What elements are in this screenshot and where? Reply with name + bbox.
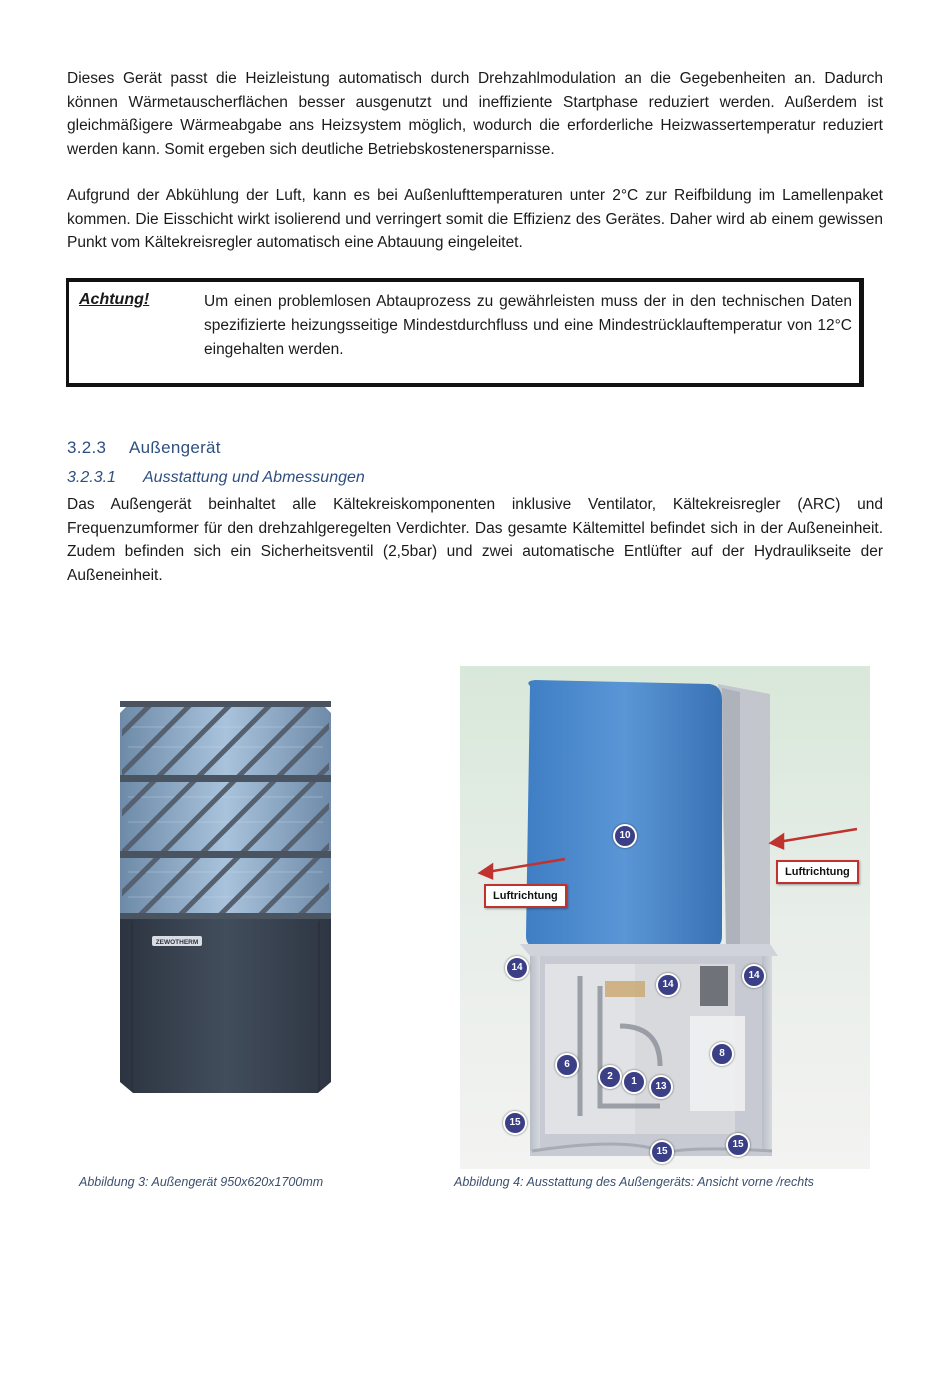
component-badge: 14 xyxy=(742,964,766,988)
warning-text: Um einen problemlosen Abtauprozess zu gewährleisten muss der in den technischen Daten spezifizierte heizungsseitige Mindestdurchfluss und eine Mindestrücklauftemperatur von 12°C eingehalten werden. xyxy=(204,293,852,358)
component-badge: 2 xyxy=(598,1065,622,1089)
intro-paragraph: Dieses Gerät passt die Heizleistung automatisch durch Drehzahlmodulation an die Gegebenheiten an. Dadurch können Wärmetauscherflächen besser ausgenutzt und ineffiziente Startphase reduziert werden. Außerdem ist gleichmäßigere Wärmeabgabe ans Heizsystem möglich, wodurch die erforderliche Heizwassertemperatur reduziert werden kann. Somit ergeben sich deutliche Betriebskostenersparnisse. xyxy=(67,70,883,158)
component-badge: 15 xyxy=(726,1133,750,1157)
component-badge: 8 xyxy=(710,1042,734,1066)
subsection-heading xyxy=(67,469,365,487)
component-badge: 1 xyxy=(622,1070,646,1094)
defrost-paragraph: Aufgrund der Abkühlung der Luft, kann es bei Außenlufttemperaturen unter 2°C zur Reifbildung im Lamellenpaket kommen. Die Eisschicht wirkt isolierend und verringert somit die Effizienz des Gerätes. Daher wird ab einem gewissen Punkt vom Kältekreisregler automatisch eine Abtauung eingeleitet. xyxy=(67,187,883,251)
component-badge: 6 xyxy=(555,1053,579,1077)
equipment-diagram-image xyxy=(460,666,870,1169)
section-title: Außengerät xyxy=(129,438,221,457)
subsection-title: Ausstattung und Abmessungen xyxy=(143,469,365,486)
figure-3-caption: Abbildung 3: Außengerät 950x620x1700mm xyxy=(79,1175,324,1189)
warning-box xyxy=(66,278,864,387)
warning-label: Achtung! xyxy=(79,291,150,308)
airflow-label-left: Luftrichtung xyxy=(484,884,567,908)
subsection-number: 3.2.3.1 xyxy=(67,469,116,486)
component-badge: 14 xyxy=(505,956,529,980)
section-heading xyxy=(67,438,221,458)
component-badge: 10 xyxy=(613,824,637,848)
brand-logo: ZEWOTHERM xyxy=(155,939,199,946)
component-badge: 15 xyxy=(503,1111,527,1135)
component-badge: 15 xyxy=(650,1140,674,1164)
figure-4-caption: Abbildung 4: Ausstattung des Außengeräts: Ansicht vorne /rechts xyxy=(454,1175,814,1189)
section-number: 3.2.3 xyxy=(67,438,107,457)
airflow-label-right: Luftrichtung xyxy=(776,860,859,884)
component-badge: 13 xyxy=(649,1075,673,1099)
component-badge: 14 xyxy=(656,973,680,997)
outdoor-unit-image xyxy=(118,697,333,1095)
equipment-paragraph: Das Außengerät beinhaltet alle Kältekreiskomponenten inklusive Ventilator, Kältekreisregler (ARC) und Frequenzumformer für den drehzahlgeregelten Verdichter. Das gesamte Kältemittel befindet sich in der Außeneinheit. Zudem befinden sich ein Sicherheitsventil (2,5bar) und zwei automatische Entlüfter auf der Hydraulikseite der Außeneinheit. xyxy=(67,496,883,584)
